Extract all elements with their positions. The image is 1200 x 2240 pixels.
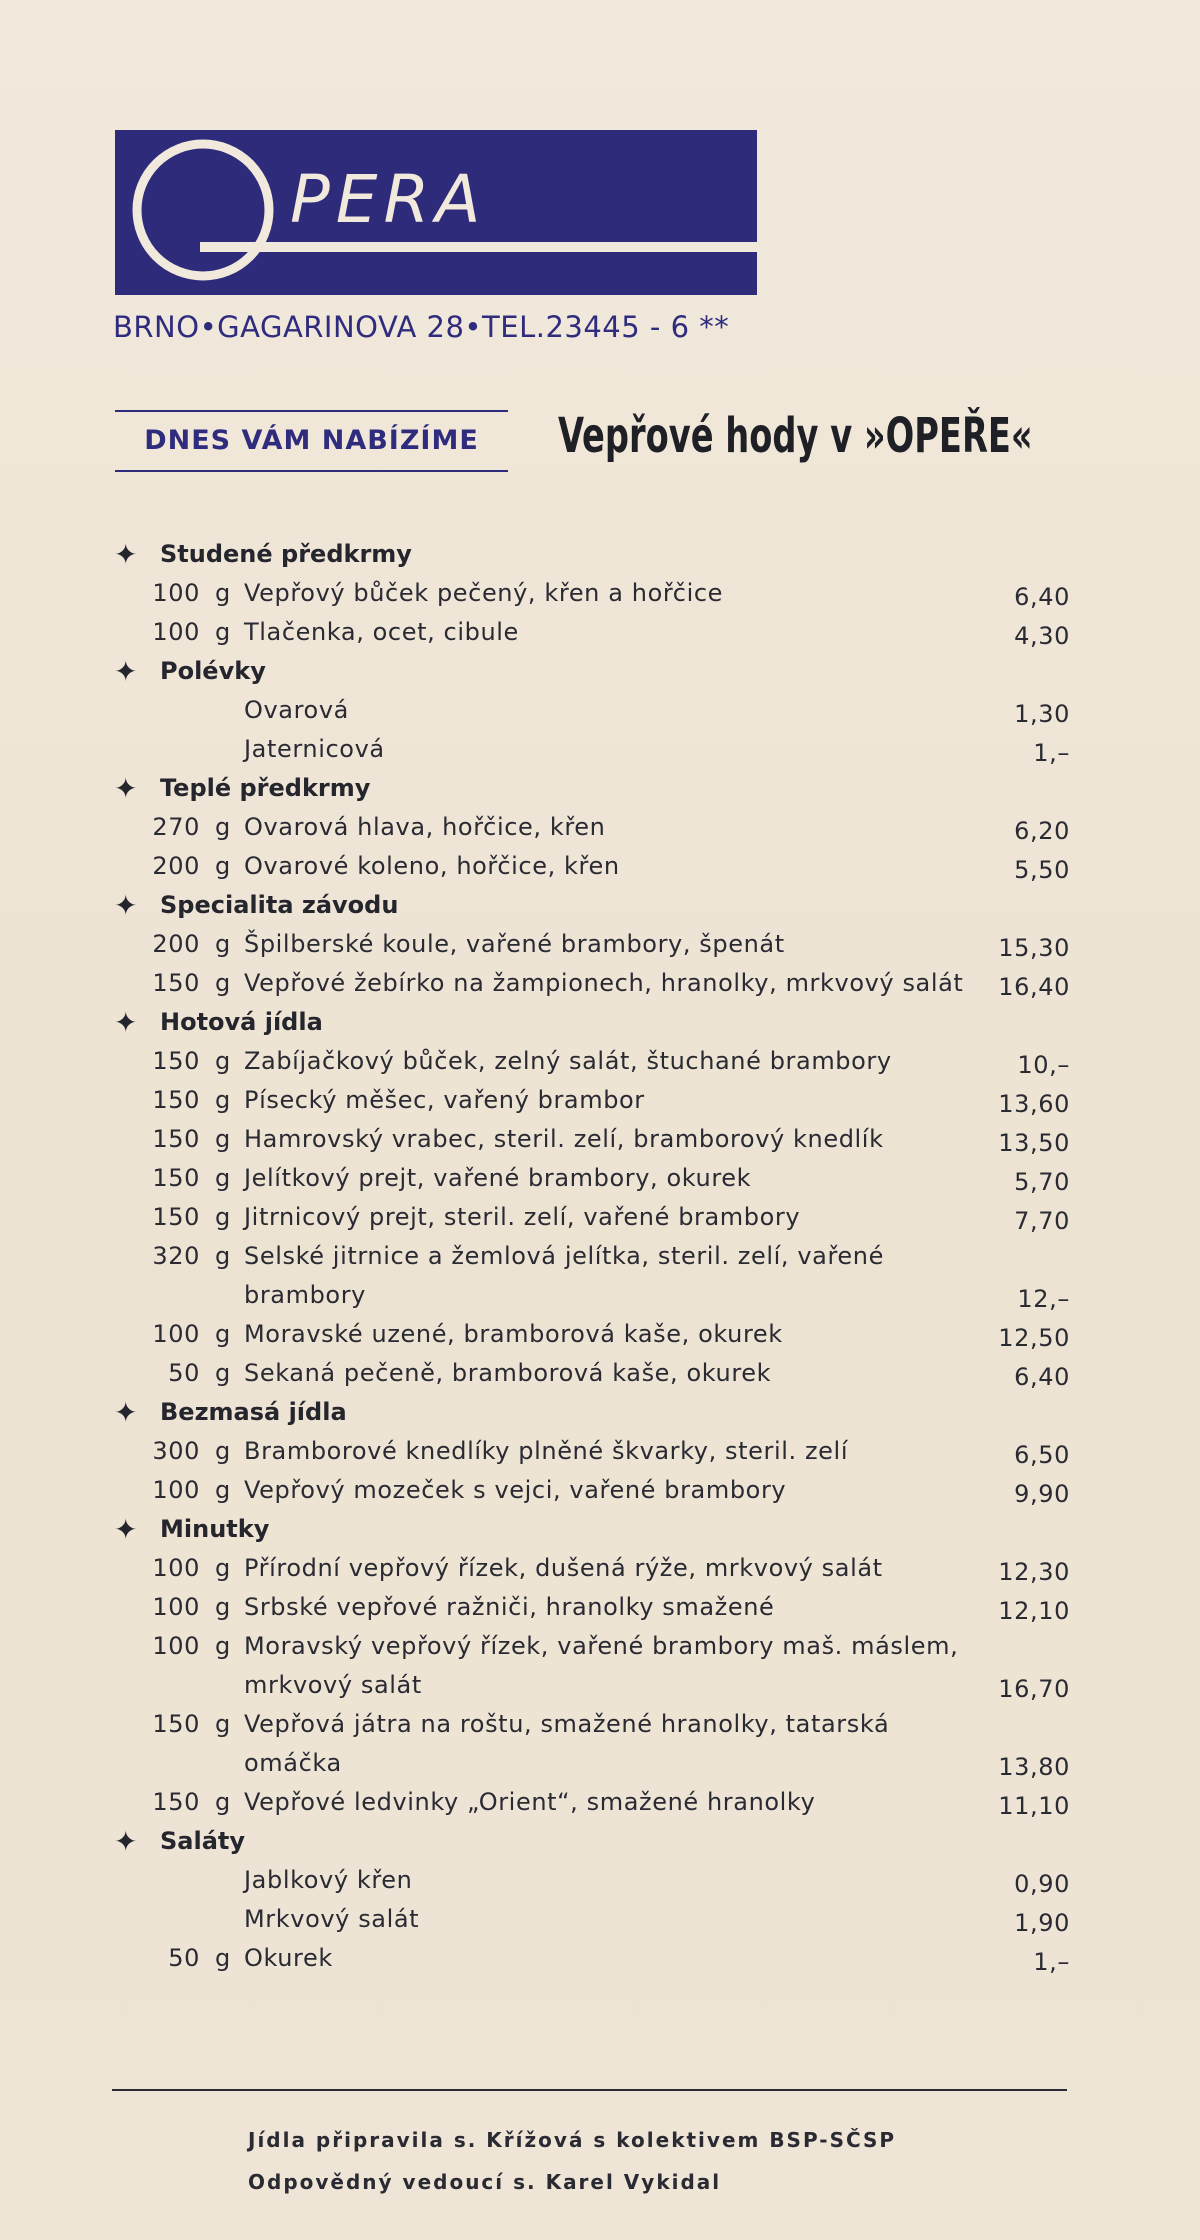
item-name: Ovarové koleno, hořčice, křen	[244, 852, 620, 880]
category-title: Specialita závodu	[160, 891, 399, 919]
item-name: Vepřové žebírko na žampionech, hranolky, mrkvový salát	[244, 969, 964, 997]
item-quantity: 150	[152, 1047, 200, 1075]
item-name: Zabíjačkový bůček, zelný salát, štuchané brambory	[244, 1047, 892, 1075]
item-quantity: 300	[152, 1437, 200, 1465]
item-quantity: 150	[152, 1125, 200, 1153]
menu-category	[0, 769, 1200, 808]
item-name: Ovarová	[244, 696, 349, 724]
item-price: 10,–	[1017, 1051, 1070, 1079]
item-price: 1,30	[1014, 700, 1070, 728]
opera-logo	[115, 130, 757, 295]
menu-item	[0, 1432, 1200, 1471]
category-title: Bezmasá jídla	[160, 1398, 347, 1426]
menu-item	[0, 1627, 1200, 1705]
offer-label: DNES VÁM NABÍZÍME	[115, 410, 508, 472]
address-line: BRNO•GAGARINOVA 28•TEL.23445 - 6 **	[113, 310, 730, 344]
item-quantity: 50	[168, 1944, 200, 1972]
item-name: Jelítkový prejt, vařené brambory, okurek	[244, 1164, 752, 1192]
prepared-by-note: Jídla připravila s. Křížová s kolektivem BSP-SČSP	[248, 2128, 897, 2152]
item-quantity: 50	[168, 1359, 200, 1387]
footer-divider	[112, 2089, 1067, 2091]
four-pointed-star-icon: ✦	[114, 889, 138, 922]
menu-item	[0, 1549, 1200, 1588]
menu-item	[0, 613, 1200, 652]
item-price: 13,80	[998, 1753, 1070, 1781]
item-unit: g	[215, 1632, 231, 1660]
menu-item	[0, 1783, 1200, 1822]
item-unit: g	[215, 579, 231, 607]
menu-item	[0, 808, 1200, 847]
four-pointed-star-icon: ✦	[114, 1825, 138, 1858]
menu-item	[0, 1198, 1200, 1237]
item-unit: g	[215, 1203, 231, 1231]
category-title: Minutky	[160, 1515, 270, 1543]
menu-item	[0, 1081, 1200, 1120]
item-name: Vepřový mozeček s vejci, vařené brambory	[244, 1476, 787, 1504]
menu-item	[0, 1120, 1200, 1159]
item-name: Okurek	[244, 1944, 333, 1972]
item-price: 12,30	[998, 1558, 1070, 1586]
menu-item	[0, 847, 1200, 886]
menu-item	[0, 1861, 1200, 1900]
four-pointed-star-icon: ✦	[114, 1396, 138, 1429]
item-quantity: 100	[152, 1593, 200, 1621]
four-pointed-star-icon: ✦	[114, 655, 138, 688]
menu-item	[0, 925, 1200, 964]
item-price: 13,60	[998, 1090, 1070, 1118]
menu-item	[0, 1237, 1200, 1315]
item-quantity: 100	[152, 1320, 200, 1348]
item-quantity: 150	[152, 1788, 200, 1816]
four-pointed-star-icon: ✦	[114, 772, 138, 805]
manager-note: Odpovědný vedoucí s. Karel Vykidal	[248, 2170, 722, 2194]
category-title: Saláty	[160, 1827, 246, 1855]
item-price: 12,–	[1017, 1285, 1070, 1313]
item-price: 5,70	[1014, 1168, 1070, 1196]
item-name: Vepřové ledvinky „Orient“, smažené hranolky	[244, 1788, 816, 1816]
item-name: Mrkvový salát	[244, 1905, 420, 1933]
item-price: 6,20	[1014, 817, 1070, 845]
item-price: 6,40	[1014, 1363, 1070, 1391]
item-quantity: 150	[152, 1203, 200, 1231]
menu-category	[0, 886, 1200, 925]
item-unit: g	[215, 1554, 231, 1582]
menu-item	[0, 1471, 1200, 1510]
item-name: Písecký měšec, vařený brambor	[244, 1086, 645, 1114]
category-title: Studené předkrmy	[160, 540, 412, 568]
item-price: 16,70	[998, 1675, 1070, 1703]
menu-item	[0, 1588, 1200, 1627]
item-name: Sekaná pečeně, bramborová kaše, okurek	[244, 1359, 772, 1387]
item-quantity: 100	[152, 1554, 200, 1582]
item-unit: g	[215, 813, 231, 841]
item-name: Ovarová hlava, hořčice, křen	[244, 813, 606, 841]
menu-item	[0, 691, 1200, 730]
item-name: Tlačenka, ocet, cibule	[244, 618, 519, 646]
item-name: Srbské vepřové ražniči, hranolky smažené	[244, 1593, 775, 1621]
item-quantity: 100	[152, 618, 200, 646]
item-unit: g	[215, 1593, 231, 1621]
menu-item	[0, 1705, 1200, 1783]
item-quantity: 150	[152, 1164, 200, 1192]
item-price: 6,40	[1014, 583, 1070, 611]
item-name: Hamrovský vrabec, steril. zelí, bramborový knedlík	[244, 1125, 884, 1153]
menu-list	[0, 535, 1200, 1978]
item-price: 11,10	[998, 1792, 1070, 1820]
logo-ring-icon	[115, 130, 757, 295]
item-price: 4,30	[1014, 622, 1070, 650]
item-name: Jitrnicový prejt, steril. zelí, vařené brambory	[244, 1203, 801, 1231]
item-price: 12,10	[998, 1597, 1070, 1625]
item-unit: g	[215, 852, 231, 880]
four-pointed-star-icon: ✦	[114, 1513, 138, 1546]
item-unit: g	[215, 969, 231, 997]
item-quantity: 100	[152, 1476, 200, 1504]
item-name: Jablkový křen	[244, 1866, 413, 1894]
menu-item	[0, 1900, 1200, 1939]
item-price: 7,70	[1014, 1207, 1070, 1235]
item-unit: g	[215, 1359, 231, 1387]
menu-category	[0, 1822, 1200, 1861]
item-quantity: 200	[152, 930, 200, 958]
item-name: Moravské uzené, bramborová kaše, okurek	[244, 1320, 783, 1348]
item-unit: g	[215, 1437, 231, 1465]
item-name: Bramborové knedlíky plněné škvarky, steril. zelí	[244, 1437, 849, 1465]
menu-item	[0, 574, 1200, 613]
item-price: 1,90	[1014, 1909, 1070, 1937]
item-unit: g	[215, 1086, 231, 1114]
item-name: Vepřový bůček pečený, křen a hořčice	[244, 579, 724, 607]
item-quantity: 270	[152, 813, 200, 841]
item-name: Moravský vepřový řízek, vařené brambory maš. máslem, mrkvový salát	[244, 1632, 959, 1699]
item-unit: g	[215, 1788, 231, 1816]
category-title: Hotová jídla	[160, 1008, 323, 1036]
item-price: 1,–	[1033, 1948, 1070, 1976]
category-title: Teplé předkrmy	[160, 774, 371, 802]
menu-item	[0, 1315, 1200, 1354]
four-pointed-star-icon: ✦	[114, 538, 138, 571]
item-unit: g	[215, 1242, 231, 1270]
menu-item	[0, 730, 1200, 769]
menu-category	[0, 535, 1200, 574]
item-price: 16,40	[998, 973, 1070, 1001]
item-unit: g	[215, 1125, 231, 1153]
menu-category	[0, 652, 1200, 691]
menu-item	[0, 1354, 1200, 1393]
page-title: Vepřové hody v »OPEŘE«	[558, 408, 1033, 464]
item-unit: g	[215, 1320, 231, 1348]
item-unit: g	[215, 930, 231, 958]
menu-category	[0, 1510, 1200, 1549]
item-price: 12,50	[998, 1324, 1070, 1352]
item-price: 5,50	[1014, 856, 1070, 884]
logo-text: PERA	[290, 161, 487, 238]
four-pointed-star-icon: ✦	[114, 1006, 138, 1039]
item-quantity: 150	[152, 1710, 200, 1738]
item-name: Přírodní vepřový řízek, dušená rýže, mrkvový salát	[244, 1554, 883, 1582]
item-price: 13,50	[998, 1129, 1070, 1157]
category-title: Polévky	[160, 657, 266, 685]
item-unit: g	[215, 618, 231, 646]
item-unit: g	[215, 1476, 231, 1504]
item-unit: g	[215, 1164, 231, 1192]
item-quantity: 320	[152, 1242, 200, 1270]
item-price: 6,50	[1014, 1441, 1070, 1469]
item-quantity: 150	[152, 1086, 200, 1114]
item-unit: g	[215, 1944, 231, 1972]
item-quantity: 100	[152, 579, 200, 607]
menu-item	[0, 1042, 1200, 1081]
item-name: Špilberské koule, vařené brambory, špenát	[244, 930, 785, 958]
item-price: 0,90	[1014, 1870, 1070, 1898]
item-name: Selské jitrnice a žemlová jelítka, steril. zelí, vařené brambory	[244, 1242, 884, 1309]
menu-item	[0, 964, 1200, 1003]
item-quantity: 150	[152, 969, 200, 997]
item-price: 15,30	[998, 934, 1070, 962]
item-quantity: 100	[152, 1632, 200, 1660]
menu-item	[0, 1159, 1200, 1198]
item-name: Vepřová játra na roštu, smažené hranolky, tatarská omáčka	[244, 1710, 890, 1777]
menu-item	[0, 1939, 1200, 1978]
menu-category	[0, 1393, 1200, 1432]
item-quantity: 200	[152, 852, 200, 880]
item-price: 9,90	[1014, 1480, 1070, 1508]
menu-category	[0, 1003, 1200, 1042]
item-unit: g	[215, 1047, 231, 1075]
item-name: Jaternicová	[244, 735, 385, 763]
item-unit: g	[215, 1710, 231, 1738]
item-price: 1,–	[1033, 739, 1070, 767]
